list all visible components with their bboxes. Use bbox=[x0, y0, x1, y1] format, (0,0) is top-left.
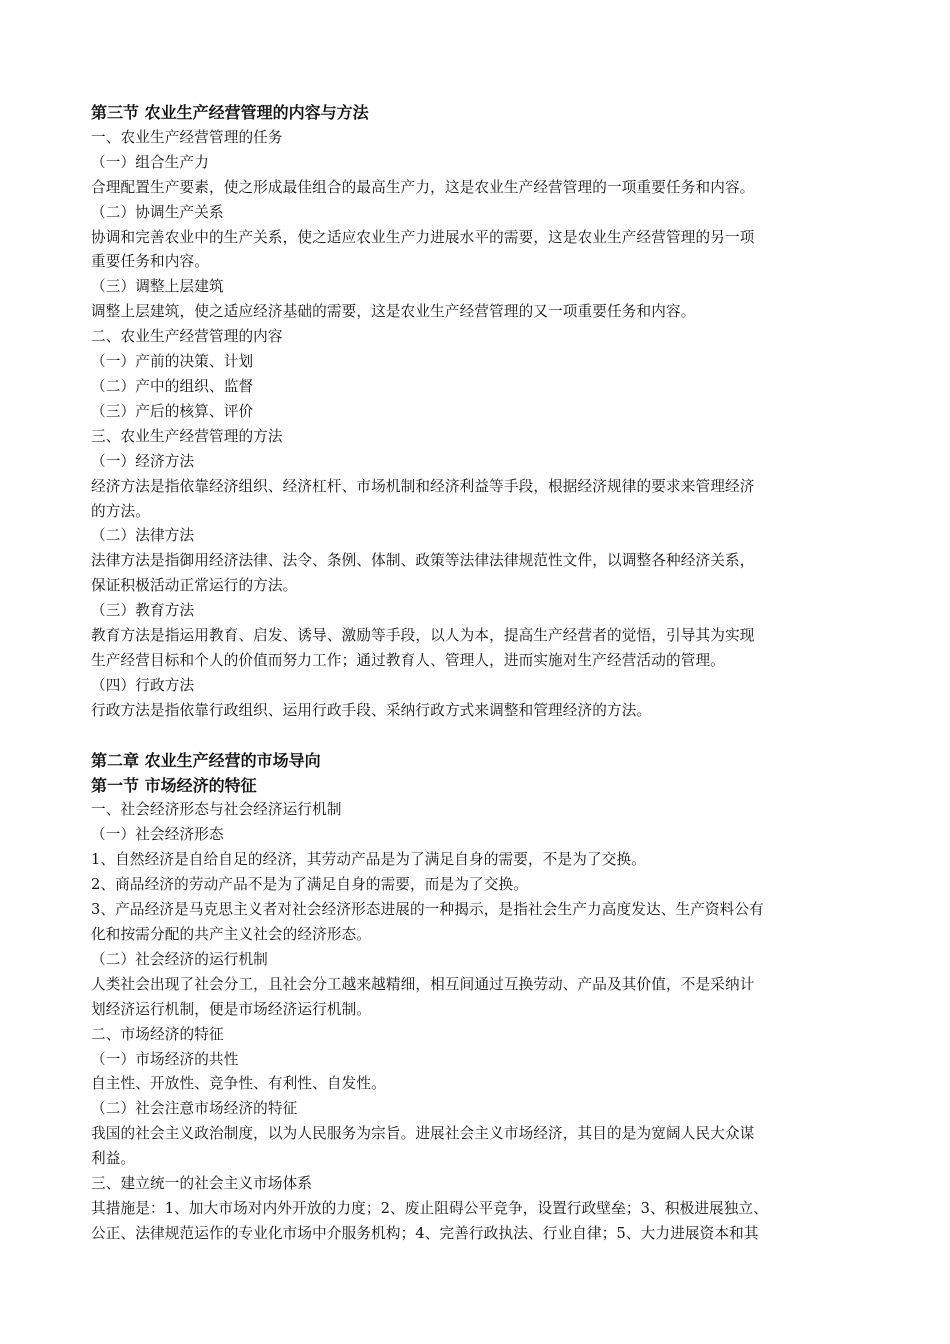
sub-heading: （二）协调生产关系 bbox=[91, 203, 224, 221]
paragraph-line: 化和按需分配的共产主义社会的经济形态。 bbox=[91, 926, 372, 943]
paragraph-line: 公正、法律规范运作的专业化市场中介服务机构；4、完善行政执法、行业自律；5、大力进展资本和其 bbox=[91, 1224, 759, 1242]
sub-heading: （二）社会注意市场经济的特征 bbox=[91, 1100, 298, 1118]
document-body bbox=[91, 101, 861, 1247]
paragraph-line: 人类社会出现了社会分工，且社会分工越来越精细，相互间通过互换劳动、产品及其价值，不是采纳计 bbox=[91, 975, 755, 993]
paragraph-line: 生产经营目标和个人的价值而努力工作；通过教育人、管理人，进而实施对生产经营活动的管理。 bbox=[91, 651, 725, 669]
part-heading: 二、市场经济的特征 bbox=[91, 1025, 224, 1043]
part-heading: 一、农业生产经营管理的任务 bbox=[91, 128, 283, 146]
part-heading: 一、社会经济形态与社会经济运行机制 bbox=[91, 801, 342, 819]
section-title: 第三节 农业生产经营管理的内容与方法 bbox=[91, 103, 369, 122]
section-title: 第一节 市场经济的特征 bbox=[91, 775, 257, 795]
sub-heading: （三）产后的核算、评价 bbox=[91, 402, 254, 420]
paragraph-line: 利益。 bbox=[91, 1150, 136, 1168]
part-heading: 二、农业生产经营管理的内容 bbox=[91, 328, 283, 346]
sub-heading: （一）组合生产力 bbox=[91, 153, 209, 171]
sub-heading: （二）法律方法 bbox=[91, 527, 195, 545]
sub-heading: （一）市场经济的共性 bbox=[91, 1050, 239, 1068]
sub-heading: （一）产前的决策、计划 bbox=[91, 353, 254, 371]
paragraph-line: 自主性、开放性、竞争性、有利性、自发性。 bbox=[91, 1075, 386, 1093]
sub-heading: （二）社会经济的运行机制 bbox=[91, 950, 268, 968]
paragraph-line: 1、自然经济是自给自足的经济，其劳动产品是为了满足自身的需要，不是为了交换。 bbox=[91, 851, 646, 869]
paragraph-line: 调整上层建筑，使之适应经济基础的需要，这是农业生产经营管理的又一项重要任务和内容。 bbox=[91, 303, 696, 321]
part-heading: 三、建立统一的社会主义市场体系 bbox=[91, 1175, 313, 1193]
paragraph-line: 2、商品经济的劳动产品不是为了满足自身的需要，而是为了交换。 bbox=[91, 876, 529, 894]
paragraph-line: 法律方法是指御用经济法律、法令、条例、体制、政策等法律法律规范性文件，以调整各种经济关系， bbox=[91, 552, 755, 570]
paragraph-line: 合理配置生产要素，使之形成最佳组合的最高生产力，这是农业生产经营管理的一项重要任务和内容。 bbox=[91, 178, 755, 196]
chapter-title: 第二章 农业生产经营的市场导向 bbox=[91, 750, 321, 770]
paragraph-line: 协调和完善农业中的生产关系，使之适应农业生产力进展水平的需要，这是农业生产经营管理的另一项 bbox=[91, 228, 755, 246]
paragraph-line: 的方法。 bbox=[91, 502, 150, 520]
sub-heading: （三）调整上层建筑 bbox=[91, 278, 224, 296]
blank-line bbox=[91, 724, 861, 749]
paragraph-line: 行政方法是指依靠行政组织、运用行政手段、采纳行政方式来调整和管理经济的方法。 bbox=[91, 701, 652, 719]
paragraph-line: 重要任务和内容。 bbox=[91, 253, 209, 271]
sub-heading: （一）经济方法 bbox=[91, 452, 195, 470]
paragraph-line: 3、产品经济是马克思主义者对社会经济形态进展的一种揭示，是指社会生产力高度发达、生产资料公有 bbox=[91, 901, 764, 919]
part-heading: 三、农业生产经营管理的方法 bbox=[91, 427, 283, 445]
sub-heading: （三）教育方法 bbox=[91, 602, 195, 620]
paragraph-line: 保证积极活动正常运行的方法。 bbox=[91, 577, 298, 595]
paragraph-line: 经济方法是指依靠经济组织、经济杠杆、市场机制和经济利益等手段，根据经济规律的要求来管理经济 bbox=[91, 477, 755, 495]
paragraph-line: 划经济运行机制，便是市场经济运行机制。 bbox=[91, 1000, 372, 1018]
paragraph-line: 我国的社会主义政治制度，以为人民服务为宗旨。进展社会主义市场经济，其目的是为宽阔人民大众谋 bbox=[91, 1125, 755, 1143]
sub-heading: （二）产中的组织、监督 bbox=[91, 377, 254, 395]
sub-heading: （四）行政方法 bbox=[91, 676, 195, 694]
sub-heading: （一）社会经济形态 bbox=[91, 826, 224, 844]
paragraph-line: 教育方法是指运用教育、启发、诱导、激励等手段，以人为本，提高生产经营者的觉悟，引导其为实现 bbox=[91, 627, 755, 645]
paragraph-line: 其措施是：1、加大市场对内外开放的力度；2、废止阻碍公平竞争，设置行政壁垒；3、积极进展独立、 bbox=[91, 1199, 769, 1217]
